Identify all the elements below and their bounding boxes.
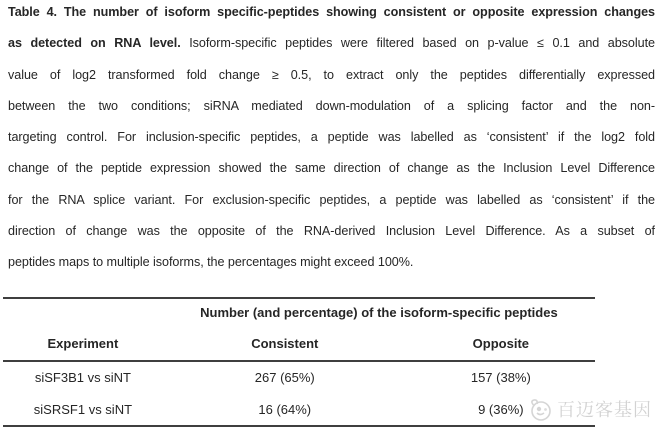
caption-text: Isoform-specific peptides were filtered based on p-value ≤ 0.1 and absolute bbox=[180, 36, 655, 51]
caption-bold-text: as detected on RNA level. bbox=[8, 36, 181, 51]
table-body bbox=[3, 362, 595, 425]
caption-line bbox=[8, 0, 655, 28]
cell-opposite: 9 (36%) bbox=[478, 401, 524, 417]
caption-text: targeting control. For inclusion-specific peptides, a peptide was labelled as ‘consistent’ if the log2 fold bbox=[8, 130, 655, 145]
table-row bbox=[3, 362, 595, 394]
cell-experiment: siSF3B1 vs siNT bbox=[34, 370, 131, 386]
baimaike-logo-icon bbox=[526, 397, 554, 423]
cell-consistent: 16 (64%) bbox=[258, 401, 312, 417]
caption-text: direction of change was the opposite of the RNA-derived Inclusion Level Difference. As a subset of bbox=[8, 224, 655, 239]
table-header-row bbox=[3, 326, 595, 360]
caption-line bbox=[8, 153, 655, 184]
data-table bbox=[3, 297, 595, 427]
caption-text: between the two conditions; siRNA mediated down-modulation of a splicing factor and the non- bbox=[8, 98, 655, 113]
cell-experiment: siSRSF1 vs siNT bbox=[33, 401, 133, 417]
caption-line bbox=[8, 216, 655, 247]
caption-line bbox=[8, 28, 655, 59]
caption-line bbox=[8, 60, 655, 91]
watermark bbox=[526, 394, 652, 426]
cell-consistent: 267 (65%) bbox=[254, 370, 315, 386]
watermark-text: 百迈客基因 bbox=[557, 400, 652, 420]
column-header-consistent: Consistent bbox=[251, 335, 319, 351]
caption-text: change of the peptide expression showed the same direction of change as the Inclusion Level Difference bbox=[8, 161, 655, 176]
caption-text: value of log2 transformed fold change ≥ 0.5, to extract only the peptides differentially expressed bbox=[8, 67, 655, 82]
table-row bbox=[3, 394, 595, 426]
column-header-opposite: Opposite bbox=[472, 335, 530, 351]
caption-bold-text: Table 4. The number of isoform specific-peptides showing consistent or opposite expression changes bbox=[8, 5, 655, 19]
caption-line bbox=[8, 247, 655, 278]
caption-text: for the RNA splice variant. For exclusion-specific peptides, a peptide was labelled as ‘consistent’ if the bbox=[8, 192, 655, 207]
table-span-header-row bbox=[3, 299, 595, 326]
caption-text: peptides maps to multiple isoforms, the percentages might exceed 100%. bbox=[8, 255, 414, 270]
table-caption bbox=[8, 0, 655, 279]
span-header: Number (and percentage) of the isoform-specific peptides bbox=[200, 305, 558, 320]
caption-line bbox=[8, 122, 655, 153]
table-bottom-rule bbox=[3, 425, 595, 427]
column-header-experiment: Experiment bbox=[47, 335, 119, 351]
cell-opposite: 157 (38%) bbox=[470, 370, 531, 386]
caption-line bbox=[8, 91, 655, 122]
caption-line bbox=[8, 185, 655, 216]
